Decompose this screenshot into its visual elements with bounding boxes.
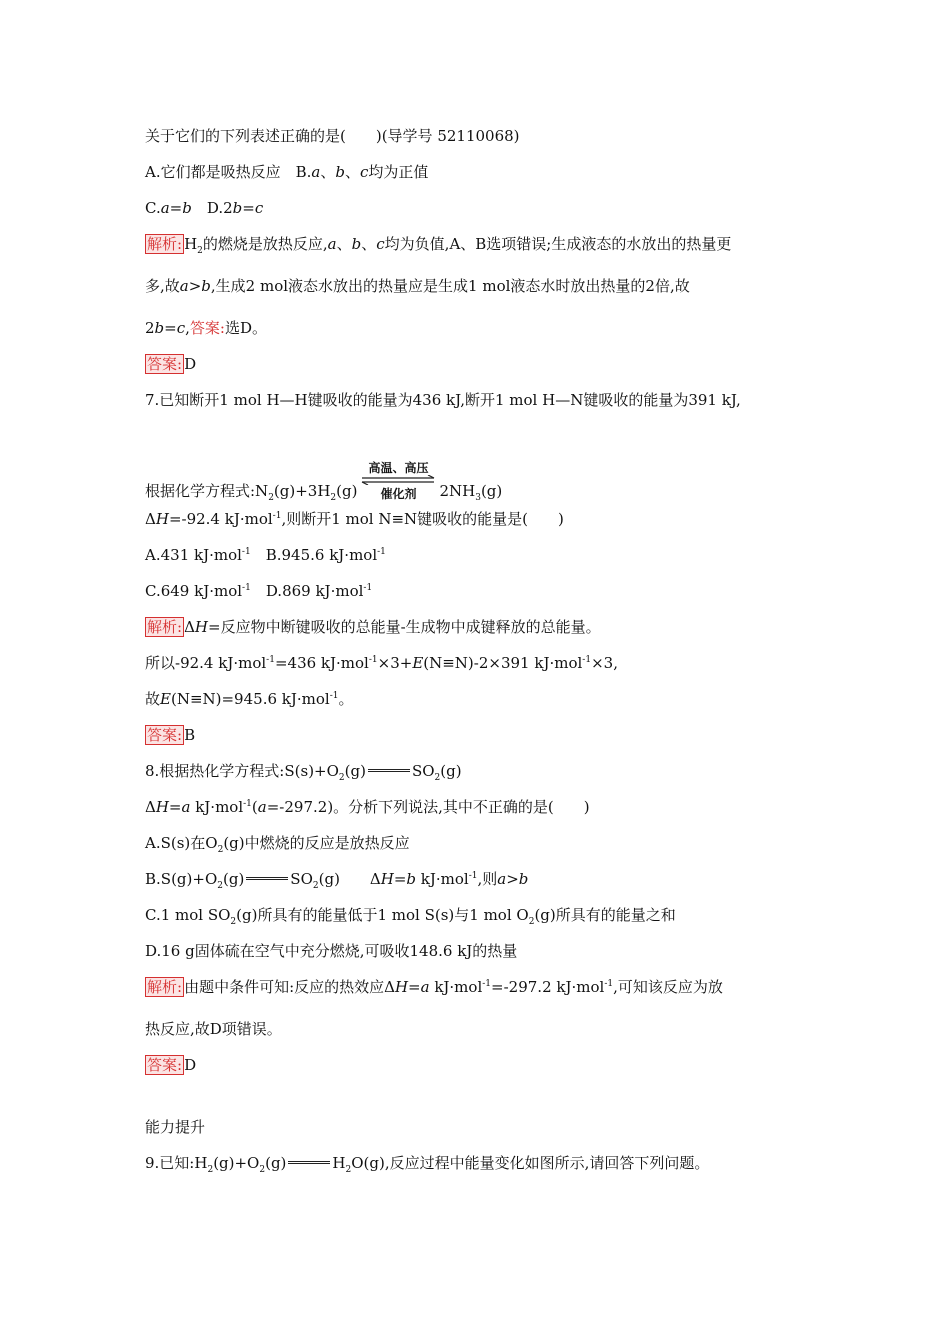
explanation-tag: 解析: <box>147 618 183 636</box>
answer-tag: 答案: <box>147 355 183 373</box>
q8-answer: 答案: D <box>147 1056 197 1074</box>
explanation-tag: 解析: <box>147 235 183 253</box>
q7-explanation-line2: 所以-92.4 kJ·mol$^{-1}$=436 kJ·mol$^{-1}$×3+E(N≡N)-2×391 kJ·mol$^{-1}$×3, <box>145 654 618 672</box>
q7-options-ab: A.431 kJ·mol$^{-1}$ B.945.6 kJ·mol$^{-1}$ <box>145 546 386 564</box>
q8-stem: 8.根据热化学方程式$:S(s)+O_2(g)$ $SO_2(g)$ <box>145 762 462 783</box>
q6-answer: 答案: D <box>147 355 197 373</box>
q8-option-d: D.16 g固体硫在空气中充分燃烧,可吸收148.6 kJ的热量 <box>145 942 518 960</box>
reversible-arrow-icon <box>360 462 436 502</box>
q8-enthalpy-line: ΔH=a kJ·mol$^{-1}$(a=-297.2)。分析下列说法,其中不正确的是( ) <box>145 798 590 816</box>
q8-option-b: $B.S(g)+O_2(g)$ $SO_2(g)$ ΔH=b kJ·mol$^{-1}$,则a>b <box>145 870 529 891</box>
reaction-condition-top: 高温、高压 <box>368 461 429 475</box>
q8-explanation-line2: 热反应,故D项错误。 <box>145 1020 282 1038</box>
q7-explanation-line3: 故E(N≡N)=945.6 kJ·mol$^{-1}$。 <box>145 690 354 708</box>
q7-options-cd: C.649 kJ·mol$^{-1}$ D.869 kJ·mol$^{-1}$ <box>145 582 373 600</box>
q6-explanation-line2: 多,故a>b,生成2 mol液态水放出的热量应是生成1 mol液态水时放出热量的2倍,故 <box>145 277 690 295</box>
q7-explanation-line1: 解析: ΔH=反应物中断键吸收的总能量-生成物中成键释放的总能量。 <box>147 618 601 636</box>
q9-stem: 9.已知$:H_2(g)+O_2(g)$ $H_2O(g)$,反应过程中能量变化如图所示,请回答下列问题。 <box>145 1154 710 1175</box>
equals-sign-icon <box>246 877 288 880</box>
explanation-tag: 解析: <box>147 978 183 996</box>
q7-answer: 答案: B <box>147 726 196 744</box>
q6-explanation-line1: 解析: $H_2$的燃烧是放热反应,a、b、c均为负值,A、B选项错误;生成液态的水放出的热量更 <box>147 235 732 256</box>
q8-option-c: C.1 mol $SO_2(g)$所具有的能量低于1 mol S(s)与1 mol $O_2(g)$所具有的能量之和 <box>145 906 676 927</box>
reaction-condition-bottom: 催化剂 <box>380 487 417 501</box>
q6-options-ab: A.它们都是吸热反应 B.a、b、c均为正值 <box>145 163 429 181</box>
q7-equation: 根据化学方程式$:N_2(g)+3H_2(g)$ 高温、高压 催化剂 $2NH_3(g)$ <box>145 462 502 502</box>
q7-enthalpy-line: ΔH=-92.4 kJ·mol$^{-1}$,则断开1 mol N≡N键吸收的能量是( ) <box>145 510 564 528</box>
q6-stem: 关于它们的下列表述正确的是( )(导学号 52110068) <box>145 127 520 145</box>
section-heading: 能力提升 <box>145 1118 206 1136</box>
q6-explanation-line3: 2b=c,答案:选D。 <box>145 319 267 337</box>
q7-stem: 7.已知断开1 mol H—H键吸收的能量为436 kJ,断开1 mol H—N键吸收的能量为391 kJ, <box>145 391 741 409</box>
answer-tag: 答案: <box>147 1056 183 1074</box>
equals-sign-icon <box>368 769 410 772</box>
q8-explanation-line1: 解析: 由题中条件可知:反应的热效应ΔH=a kJ·mol$^{-1}$=-297.2 kJ·mol$^{-1}$,可知该反应为放 <box>147 978 723 996</box>
q8-option-a: A.S(s)在$O_2(g)$中燃烧的反应是放热反应 <box>145 834 410 855</box>
equals-sign-icon <box>288 1161 330 1164</box>
q6-options-cd: C.a=b D.2b=c <box>145 199 264 217</box>
answer-tag: 答案: <box>147 726 183 744</box>
